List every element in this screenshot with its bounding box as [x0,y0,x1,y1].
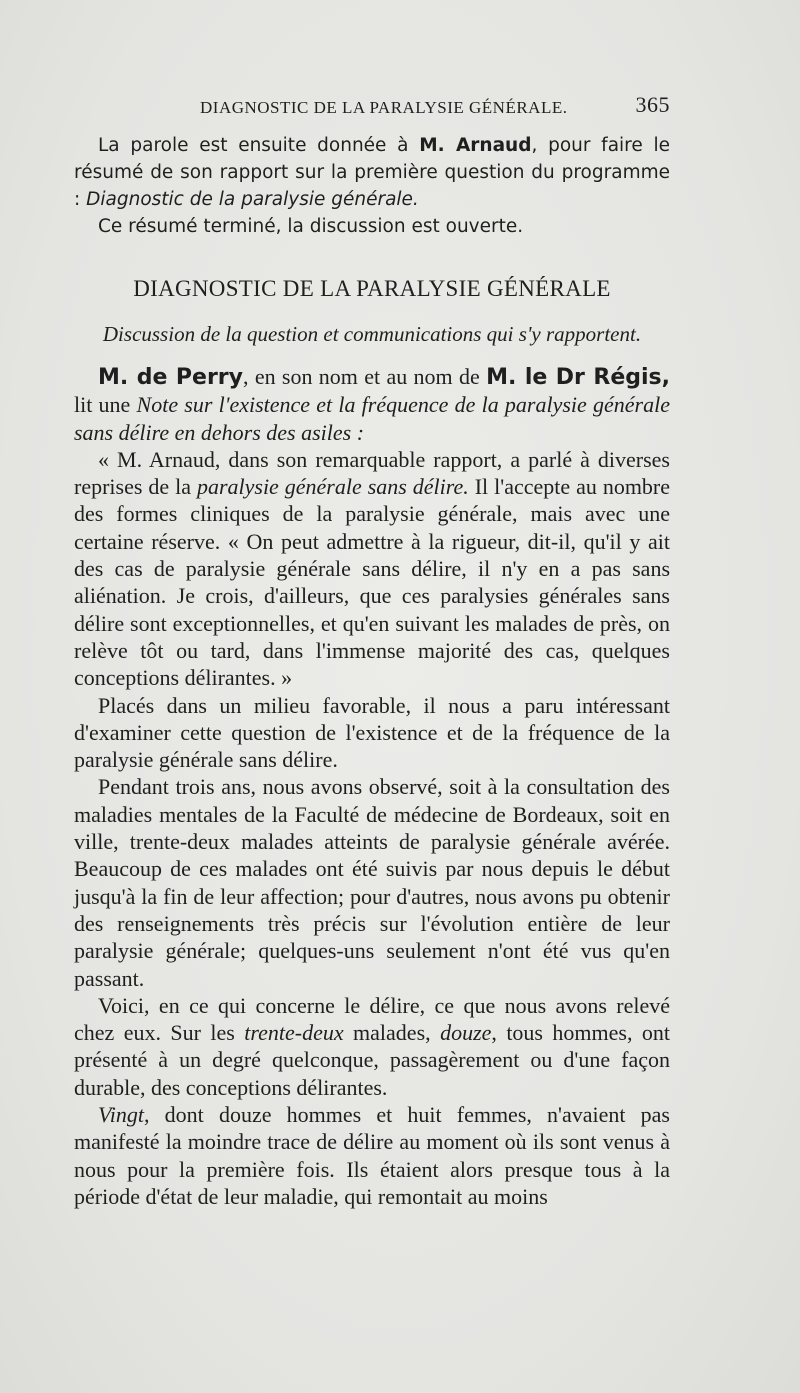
emphasis: paralysie générale sans délire. [196,474,469,500]
body-paragraph-6 [74,1101,670,1210]
body-text-run: , en son nom et au nom de [242,364,487,389]
emphasis: douze [440,1020,492,1046]
body-text-run: malades, [343,1020,441,1046]
body-text-run: lit une [74,392,137,418]
topic-title: Diagnostic de la paralysie générale. [86,189,419,210]
intro-text: , pour faire le résumé de son rapport sur la première question du programme : [74,135,670,210]
intro-text: La parole est ensuite donnée à [98,135,420,156]
intro-paragraph-2: Ce résumé terminé, la discussion est ouverte. [98,216,524,237]
body-text-run: , dont douze hommes et huit femmes, n'avaient pas manifesté la moindre trace de délire au moment où ils sont venus à nous pour la première fois. Ils étaient alors presque tous à la période d'état de leur maladie, qui remontait au moins [74,1102,670,1209]
page-number: 365 [635,92,670,117]
body-text-run: , tous hommes, ont présenté à un degré quelconque, passagèrement ou d'une façon durable, des conceptions délirantes. [74,1020,670,1100]
author-name: M. le Dr Régis, [486,365,670,390]
author-name: M. de Perry [98,365,243,390]
note-title: Note sur l'existence et la fréquence de la paralysie générale sans délire en dehors des asiles : [74,392,670,445]
body-text [74,363,670,1210]
body-paragraph-4: Pendant trois ans, nous avons observé, soit à la consultation des maladies mentales de la Faculté de médecine de Bordeaux, soit en ville, trente-deux malades atteints de paralysie générale avérée. Beaucoup de ces malades ont été suivis par nous depuis le début jusqu'à la fin de leur affection; pour d'autres, nous avons pu obtenir des renseignements très précis sur l'évolution entière de leur paralysie générale; quelques-uns seulement n'ont été vus qu'en passant. [74,774,670,991]
body-paragraph-5 [74,992,670,1101]
section-subtitle: Discussion de la question et communications qui s'y rapportent. [102,322,642,346]
running-title: DIAGNOSTIC DE LA PARALYSIE GÉNÉRALE. [200,98,568,117]
emphasis: Vingt [98,1102,145,1128]
intro-paragraph-1 [74,132,670,213]
body-text-run: Voici, en ce qui concerne le délire, ce que nous avons relevé chez eux. Sur les [74,992,670,1046]
body-paragraph-1 [74,363,670,446]
body-text-run: Il l'accepte au nombre des formes cliniques de la paralysie générale, mais avec une certaine réserve. « On peut admettre à la rigueur, dit-il, qu'il y ait des cas de paralysie générale sans délire, il n'y en a pas sans aliénation. Je crois, d'ailleurs, que ces paralysies générales sans délire sont exceptionnelles, et qu'en suivant les malades de près, on relève tôt ou tard, dans l'immense majorité des cas, quelques conceptions délirantes. » [74,474,671,691]
emphasis: trente-deux [244,1020,344,1046]
body-paragraph-2 [74,446,670,692]
page-content [74,132,670,1210]
speaker-name: M. Arnaud [419,135,532,156]
section-title: DIAGNOSTIC DE LA PARALYSIE GÉNÉRALE [133,276,611,301]
intro [74,132,670,240]
body-text-run: « M. Arnaud, dans son remarquable rapport, a parlé à diverses reprises de la [74,446,670,500]
body-paragraph-3: Placés dans un milieu favorable, il nous a paru intéressant d'examiner cette question de l'existence et de la fréquence de la paralysie générale sans délire. [74,692,670,773]
